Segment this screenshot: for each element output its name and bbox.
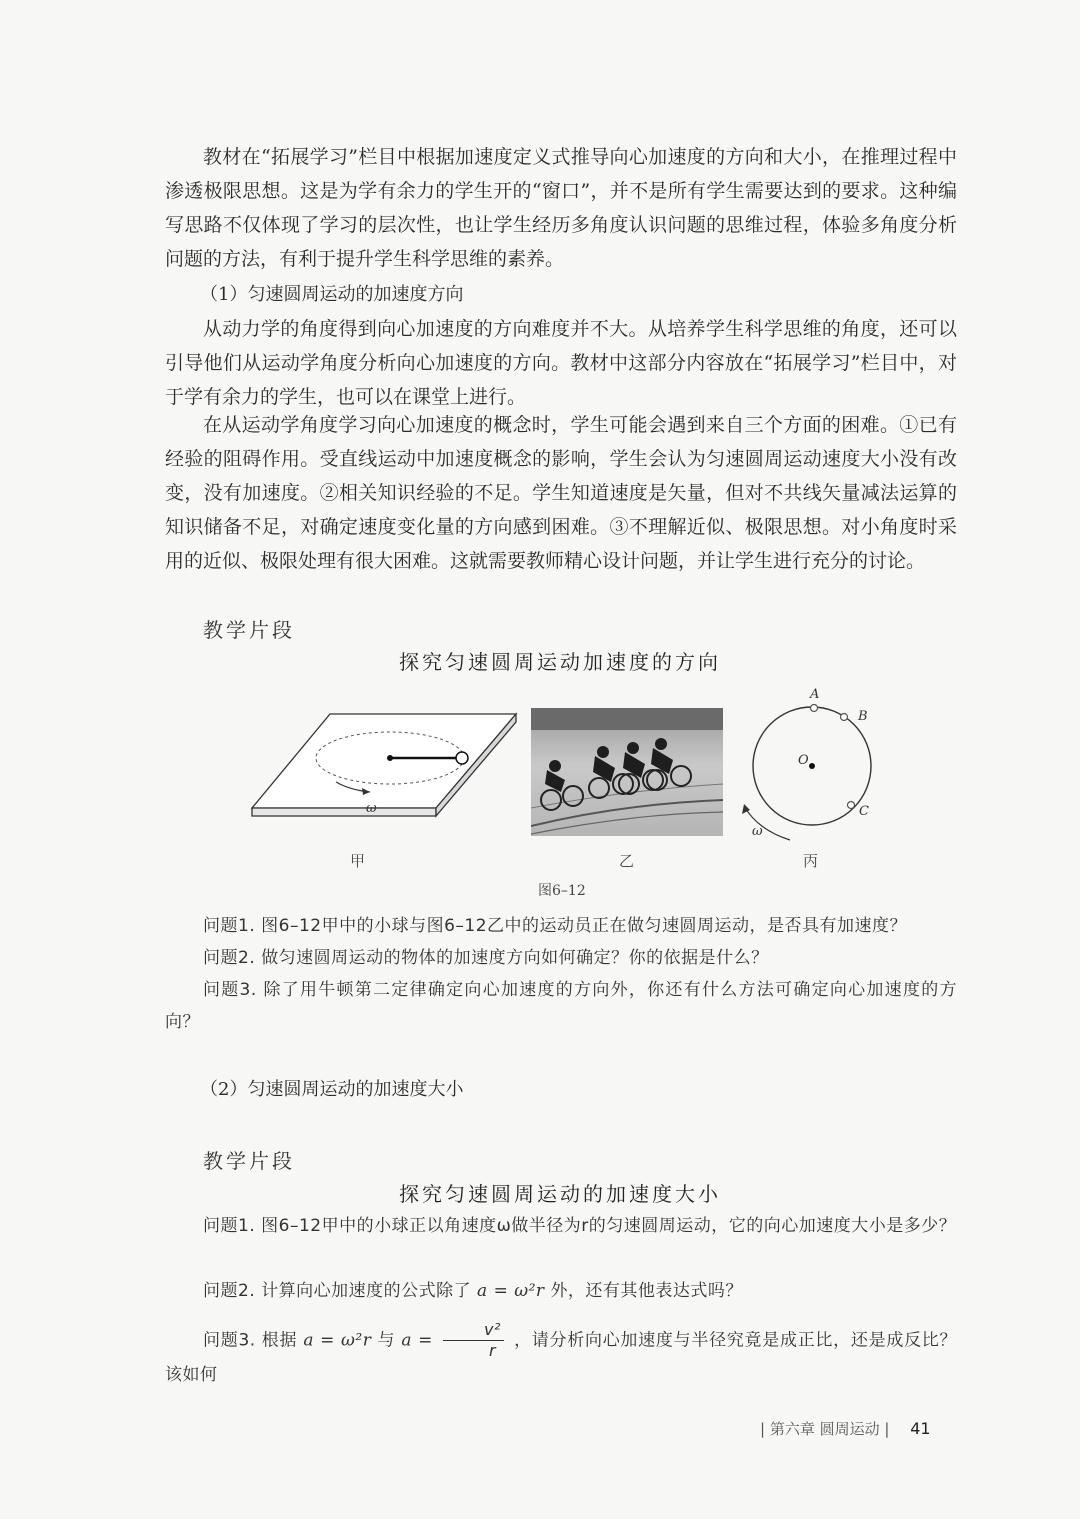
panel-label-jia: 甲: [350, 852, 366, 870]
figure-panel-bing: [738, 680, 898, 855]
footer-chapter: | 第六章 圆周运动 |: [760, 1420, 890, 1438]
page-footer: [760, 1418, 931, 1439]
figure-6-12: [0, 680, 1080, 910]
q3-formula1: a = ω²r: [303, 1330, 372, 1351]
section2-heading: （2）匀速圆周运动的加速度大小: [200, 1079, 464, 1100]
segment1-question1: 问题1. 图6–12甲中的小球与图6–12乙中的运动员正在做匀速圆周运动，是否具有加速度？: [203, 916, 908, 936]
q2-formula: a = ω²r: [477, 1281, 545, 1301]
intro-paragraph: 教材在“拓展学习”栏目中根据加速度定义式推导向心加速度的方向和大小，在推理过程中渗透极限思想。这是为学有余力的学生开的“窗口”，并不是所有学生需要达到的要求。这种编写思路不仅体现了学习的层次性，也让学生经历多角度认识问题的思维过程，体验多角度分析问题的方法，有利于提升学生科学思维的素养。: [165, 146, 957, 270]
q3-fraction: [443, 1322, 504, 1359]
q2-prefix: 问题2. 计算向心加速度的公式除了: [203, 1281, 472, 1301]
q3-fraction-denominator: r: [488, 1341, 497, 1360]
q3-mid: 与: [377, 1330, 396, 1351]
figure-caption: 图6–12: [538, 883, 586, 899]
segment2-question3: [165, 1322, 957, 1391]
segment2-label: 教学片段: [203, 1149, 295, 1173]
section1-heading: （1）匀速圆周运动的加速度方向: [200, 284, 464, 305]
point-c-label: C: [859, 804, 869, 819]
segment2-question1: 问题1. 图6–12甲中的小球正以角速度ω做半径为r的匀速圆周运动，它的向心加速度大小是多少？: [203, 1216, 957, 1236]
figure-panel-yi-photo: [531, 708, 723, 836]
q2-suffix: 外，还有其他表达式吗？: [550, 1281, 743, 1301]
panel-label-yi: 乙: [619, 852, 635, 870]
q3-prefix: 问题3. 根据: [203, 1330, 298, 1351]
segment1-label: 教学片段: [203, 618, 295, 642]
section1-paragraph1: 从动力学的角度得到向心加速度的方向难度并不大。从培养学生科学思维的角度，还可以引导他们从运动学角度分析向心加速度的方向。教材中这部分内容放在“拓展学习”栏目中，对于学有余力的学生，也可以在课堂上进行。: [165, 318, 957, 408]
page-number: 41: [910, 1419, 931, 1438]
omega-label-bing: ω: [752, 824, 763, 839]
segment2-question2: [165, 1275, 957, 1307]
q3-fraction-numerator: v²: [443, 1322, 504, 1341]
q3-formula2-lhs: a =: [401, 1330, 433, 1351]
point-b-label: B: [858, 709, 868, 724]
point-a-label: A: [810, 687, 820, 702]
figure-panel-jia: [250, 712, 520, 842]
segment1-title: 探究匀速圆周运动加速度的方向: [399, 650, 721, 674]
q3-suffix: ，请分析向心加速度与半径究竟是成正比，还是成反比？该如何: [165, 1330, 958, 1385]
point-o-label: O: [798, 753, 809, 768]
section1-paragraph2: 在从运动学角度学习向心加速度的概念时，学生可能会遇到来自三个方面的困难。①已有经验的阻碍作用。受直线运动中加速度概念的影响，学生会认为匀速圆周运动速度大小没有改变，没有加速度。②相关知识经验的不足。学生知道速度是矢量，但对不共线矢量减法运算的知识储备不足，对确定速度变化量的方向感到困难。③不理解近似、极限思想。对小角度时采用的近似、极限处理有很大困难。这就需要教师精心设计问题，并让学生进行充分的讨论。: [165, 414, 957, 572]
segment1-question3: 问题3. 除了用牛顿第二定律确定向心加速度的方向外，你还有什么方法可确定向心加速度的方向？: [165, 980, 957, 1032]
segment1-question2: 问题2. 做匀速圆周运动的物体的加速度方向如何确定？你的依据是什么？: [203, 948, 769, 968]
segment2-title: 探究匀速圆周运动的加速度大小: [399, 1182, 721, 1206]
omega-label-jia: ω: [366, 801, 377, 816]
panel-label-bing: 丙: [803, 852, 819, 870]
